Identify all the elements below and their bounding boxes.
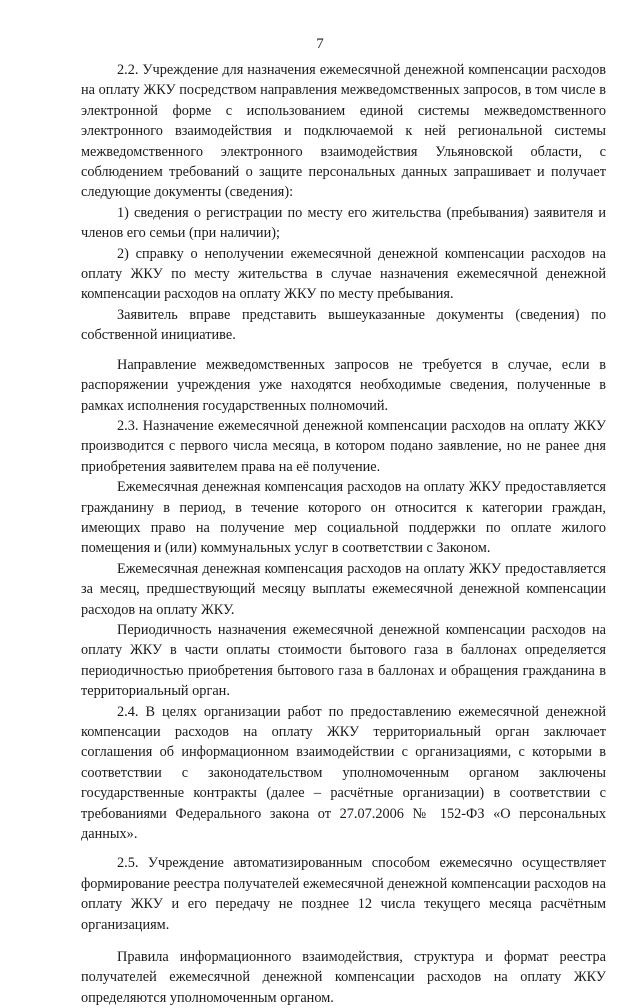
paragraph-2-3: 2.3. Назначение ежемесячной денежной компенсации расходов на оплату ЖКУ производится с первого числа месяца, в котором подано заявление, но не ранее дня приобретения заявителем права на её получение. (81, 417, 606, 475)
paragraph-2-4: 2.4. В целях организации работ по предоставлению ежемесячной денежной компенсации расходов на оплату ЖКУ территориальный орган заключает соглашения об информационном взаимодействии с организациями, с которыми в соответствии с законодательством уполномоченным органом заключены государственные контракты (далее – расчётные организации) в соответствии с требованиями Федерального закона от 27.07.2006 № 152-ФЗ «О персональных данных». (81, 703, 606, 843)
paragraph-gas-periodicity: Периодичность назначения ежемесячной денежной компенсации расходов на оплату ЖКУ в части оплаты стоимости бытового газа в баллонах определяется периодичностью приобретения бытового газа в баллонах и обращения гражданина в территориальный орган. (81, 621, 606, 700)
page-number: 7 (316, 36, 324, 52)
paragraph-compensation-period: Ежемесячная денежная компенсация расходов на оплату ЖКУ предоставляется гражданину в период, в течение которого он относится к категории граждан, имеющих право на получение мер социальной поддержки по оплате жилого помещения и (или) коммунальных услуг в соответствии с Законом. (81, 479, 606, 557)
paragraph-requests-not-required: Направление межведомственных запросов не требуется в случае, если в распоряжении учреждения уже находятся необходимые сведения, полученные в рамках исполнения государственных полномочий. (81, 356, 606, 414)
list-item-2: 2) справку о неполучении ежемесячной денежной компенсации расходов на оплату ЖКУ по месту жительства в случае назначения ежемесячной денежной компенсации расходов на оплату ЖКУ по месту пребывания. (81, 245, 606, 303)
paragraph-rules: Правила информационного взаимодействия, структура и формат реестра получателей ежемесячной денежной компенсации расходов на оплату ЖКУ определяются уполномоченным органом. (81, 949, 606, 1006)
document-body (81, 60, 606, 1008)
paragraph-applicant-right: Заявитель вправе представить вышеуказанные документы (сведения) по собственной инициативе. (81, 306, 606, 344)
list-item-1: 1) сведения о регистрации по месту его жительства (пребывания) заявителя и членов его семьи (при наличии); (81, 204, 606, 242)
paragraph-2-2: 2.2. Учреждение для назначения ежемесячной денежной компенсации расходов на оплату ЖКУ посредством направления межведомственных запросов, в том числе в электронной форме с использованием единой системы межведомственного электронного взаимодействия и подключаемой к ней региональной системы межведомственного электронного взаимодействия Ульяновской области, с соблюдением требований о защите персональных данных запрашивает и получает следующие документы (сведения): (81, 62, 606, 201)
paragraph-compensation-month: Ежемесячная денежная компенсация расходов на оплату ЖКУ предоставляется за месяц, предшествующий месяцу выплаты ежемесячной денежной компенсации расходов на оплату ЖКУ. (81, 560, 606, 618)
paragraph-2-5: 2.5. Учреждение автоматизированным способом ежемесячно осуществляет формирование реестра получателей ежемесячной денежной компенсации расходов на оплату ЖКУ и его передачу не позднее 12 числа текущего месяца расчётным организациям. (81, 855, 606, 933)
